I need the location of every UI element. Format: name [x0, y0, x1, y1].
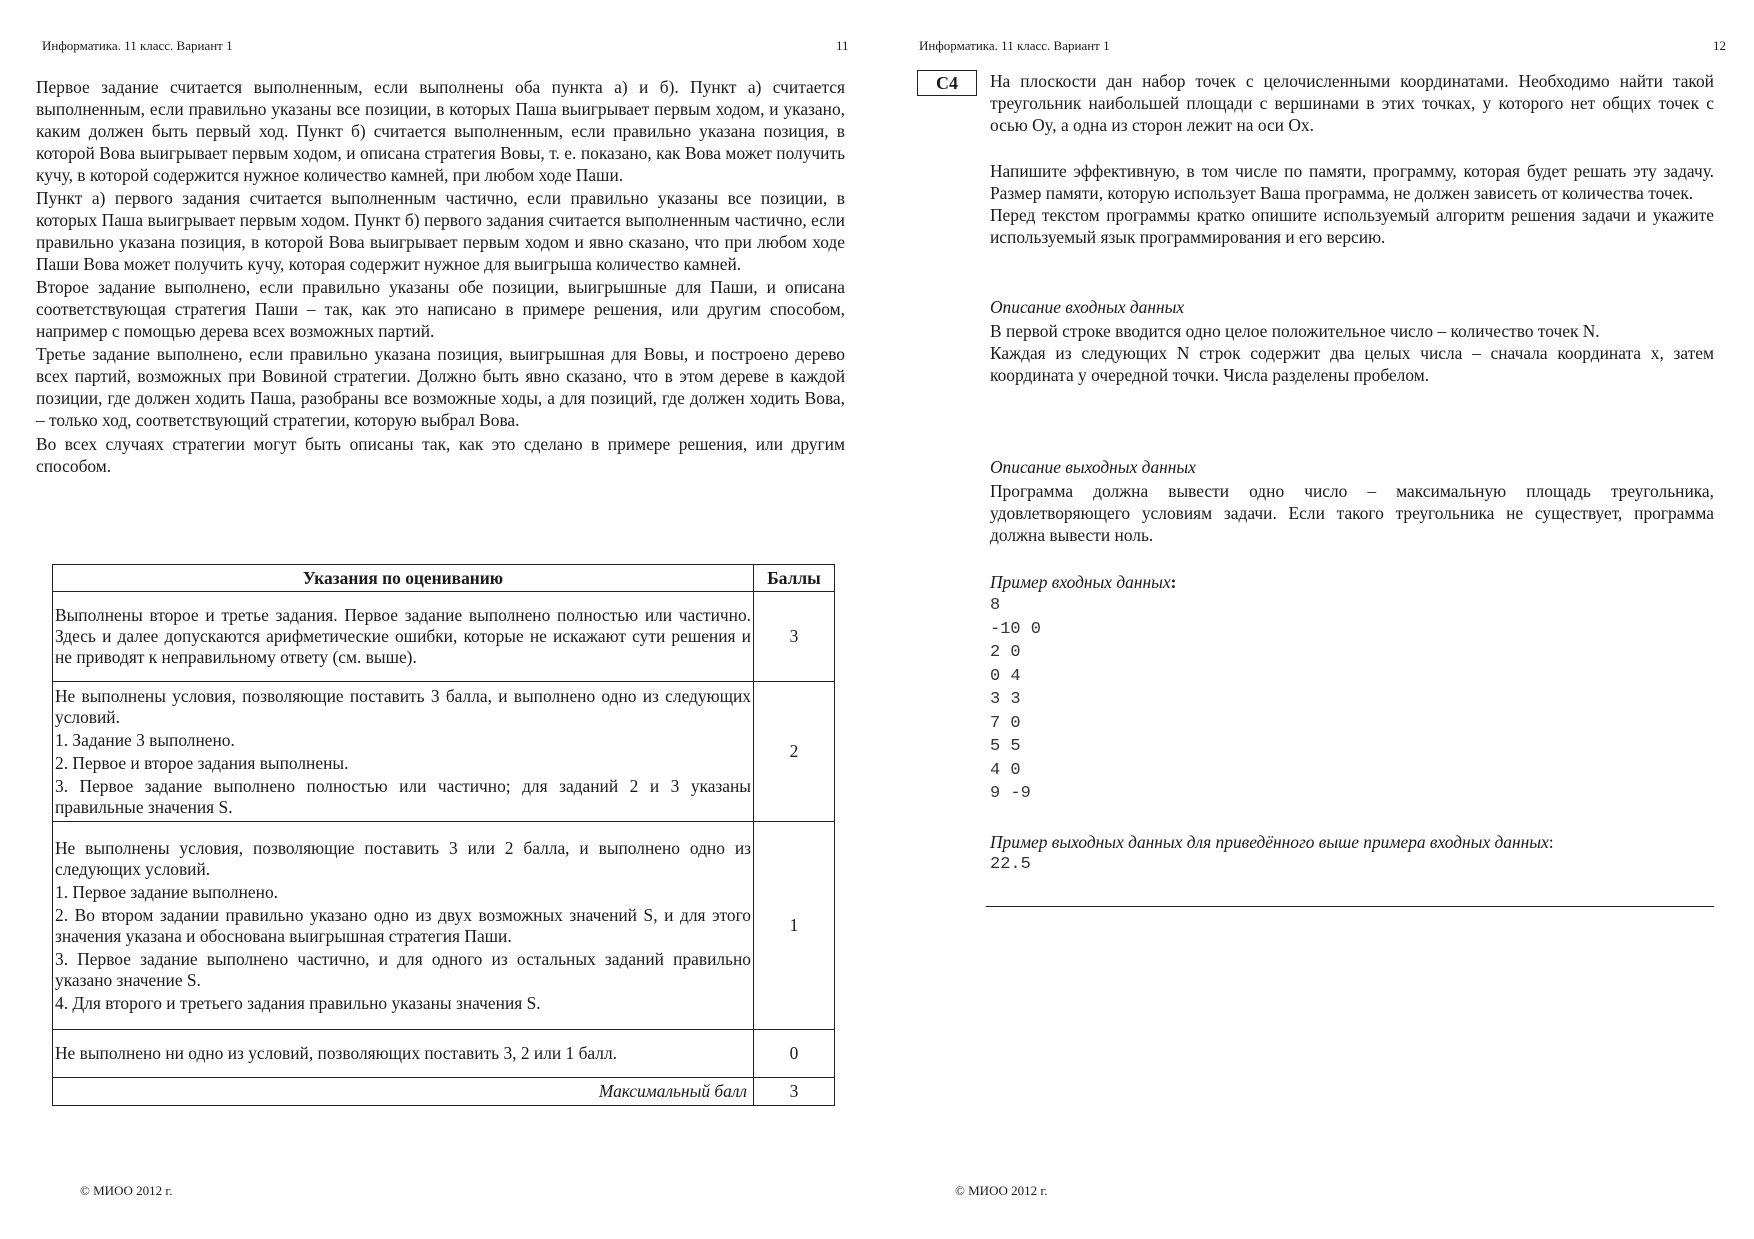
paragraph-2: Пункт а) первого задания считается выполненным частично, если правильно указаны все позиции, в которых Паша выигрывает первым ходом. Пункт б) первого задания считается выполненным частично, если правильно указана позиция, в которой Вова выигрывает первым ходом и явно сказано, что при любом ходе Паши Вова может получить кучу, которая содержит нужное для выигрыша количество камней. — [36, 188, 845, 274]
criteria-cell-2 — [53, 682, 754, 822]
output-heading: Описание выходных данных — [990, 457, 1196, 477]
example-output-value: 22.5 — [990, 855, 1031, 874]
points-cell-0: 0 — [754, 1030, 835, 1078]
points-cell-2: 2 — [754, 682, 835, 822]
paragraph-3: Второе задание выполнено, если правильно указаны обе позиции, выигрышные для Паши, и описана соответствующая стратегия Паши – так, как это написано в примере решения, или другим способом, например с помощью дерева всех возможных партий. — [36, 277, 845, 341]
points-cell-3: 3 — [754, 592, 835, 682]
table-row — [53, 822, 835, 1030]
example-input — [990, 571, 1714, 806]
algorithm-requirements: Перед текстом программы кратко опишите используемый алгоритм решения задачи и укажите используемый язык программирования и его версию. — [990, 205, 1714, 247]
example-input-line: -10 0 — [990, 619, 1042, 639]
input-text-1: В первой строке вводится одно целое положительное число – количество точек N. — [990, 321, 1600, 341]
task-statement: На плоскости дан набор точек с целочисленными координатами. Необходимо найти такой треугольник наибольшей площади с вершинами в этих точках, у которого нет общих точек с осью Oy, а одна из сторон лежит на оси Ox. — [990, 71, 1714, 135]
grading-notes — [36, 76, 845, 477]
table-footer-row — [53, 1078, 835, 1106]
page-header: Информатика. 11 класс. Вариант 1 — [919, 38, 1110, 53]
example-input-line: 2 0 — [990, 643, 1021, 662]
input-description — [990, 296, 1714, 386]
page-number: 11 — [836, 38, 849, 53]
example-input-heading: Пример входных данных — [990, 572, 1171, 592]
example-input-lines — [990, 594, 1714, 806]
paragraph-5: Во всех случаях стратегии могут быть описаны так, как это сделано в примере решения, или другим способом. — [36, 434, 845, 476]
criteria-cell-0: Не выполнено ни одно из условий, позволяющих поставить 3, 2 или 1 балл. — [53, 1030, 754, 1078]
right-page — [877, 0, 1754, 1239]
end-rule — [986, 906, 1714, 907]
points-header: Баллы — [754, 565, 835, 592]
task-label: C4 — [917, 70, 977, 96]
page-footer: © МИОО 2012 г. — [80, 1183, 173, 1198]
output-text: Программа должна вывести одно число – максимальную площадь треугольника, удовлетворяющего условиям задачи. Если такого треугольника не существует, программа должна вывести ноль. — [990, 481, 1714, 545]
page-footer: © МИОО 2012 г. — [955, 1183, 1048, 1198]
scoring-table — [52, 564, 835, 1106]
example-input-line: 8 — [990, 596, 1001, 615]
example-input-line: 5 5 — [990, 737, 1021, 756]
task-requirements — [990, 160, 1714, 248]
max-score-value: 3 — [754, 1078, 835, 1106]
criteria-item: 3. Первое задание выполнено частично, и для одного из остальных заданий правильно указано значение S. — [55, 948, 751, 990]
example-input-line: 0 4 — [990, 666, 1021, 686]
table-row — [53, 682, 835, 822]
program-requirements: Напишите эффективную, в том числе по памяти, программу, которая будет решать эту задачу. Размер памяти, которую использует Ваша программа, не должен зависеть от количества точек. — [990, 161, 1714, 203]
criteria-item: 2. Во втором задании правильно указано одно из двух возможных значений S, и для этого значения указана и обоснована выигрышная стратегия Паши. — [55, 904, 751, 946]
criteria-item: 1. Первое задание выполнено. — [55, 881, 278, 902]
criteria-item: 3. Первое задание выполнено полностью или частично; для заданий 2 и 3 указаны правильные значения S. — [55, 775, 751, 817]
input-heading: Описание входных данных — [990, 297, 1185, 317]
max-score-label: Максимальный балл — [53, 1078, 754, 1106]
table-row — [53, 1030, 835, 1078]
example-output — [990, 831, 1714, 876]
table-row — [53, 592, 835, 682]
table-header-row — [53, 565, 835, 592]
paragraph-1: Первое задание считается выполненным, если выполнены оба пункта а) и б). Пункт а) считается выполненным, если правильно указаны все позиции, в которых Паша выигрывает первым ходом, и указано, каким должен быть первый ход. Пункт б) считается выполненным, если правильно указана позиция, в которой Вова выигрывает первым ходом, и описана стратегия Вовы, т. е. показано, как Вова может получить кучу, в которой содержится нужное количество камней, при любом ходе Паши. — [36, 77, 845, 185]
criteria-item: 2. Первое и второе задания выполнены. — [55, 752, 349, 773]
paragraph-4: Третье задание выполнено, если правильно указана позиция, выигрышная для Вовы, и построено дерево всех партий, возможных при Вовиной стратегии. Должно быть явно сказано, что в этом дереве в каждой позиции, где должен ходить Паша, разобраны все возможные ходы, а для позиций, где должен ходить Вова, – только ход, соответствующий стратегии, которую выбрал Вова. — [36, 344, 845, 430]
criteria-intro: Не выполнены условия, позволяющие поставить 3 балла, и выполнено одно из следующих условий. — [55, 685, 751, 727]
example-input-line: 9 -9 — [990, 784, 1031, 803]
criteria-cell-3: Выполнены второе и третье задания. Первое задание выполнено полностью или частично. Здесь и далее допускаются арифметические ошибки, которые не искажают сути решения и не приводят к неправильному ответу (см. выше). — [53, 592, 754, 682]
page-header: Информатика. 11 класс. Вариант 1 — [42, 38, 233, 53]
criteria-item: 4. Для второго и третьего задания правильно указаны значения S. — [55, 992, 541, 1013]
example-input-line: 4 0 — [990, 760, 1021, 780]
criteria-cell-1 — [53, 822, 754, 1030]
points-cell-1: 1 — [754, 822, 835, 1030]
example-output-heading: Пример выходных данных для приведённого выше примера входных данных — [990, 832, 1549, 852]
example-input-line: 7 0 — [990, 713, 1021, 733]
example-input-heading-line: Пример входных данных: — [990, 572, 1177, 592]
example-output-heading-line: Пример выходных данных для приведённого выше примера входных данных: — [990, 832, 1554, 852]
criteria-item: 1. Задание 3 выполнено. — [55, 729, 235, 750]
page-number: 12 — [1713, 38, 1726, 53]
input-text-2: Каждая из следующих N строк содержит два целых числа – сначала координата x, затем координата y очередной точки. Числа разделены пробелом. — [990, 343, 1714, 385]
output-description — [990, 456, 1714, 546]
criteria-header: Указания по оцениванию — [53, 565, 754, 592]
example-input-line: 3 3 — [990, 690, 1021, 709]
criteria-intro: Не выполнены условия, позволяющие поставить 3 или 2 балла, и выполнено одно из следующих условий. — [55, 837, 751, 879]
